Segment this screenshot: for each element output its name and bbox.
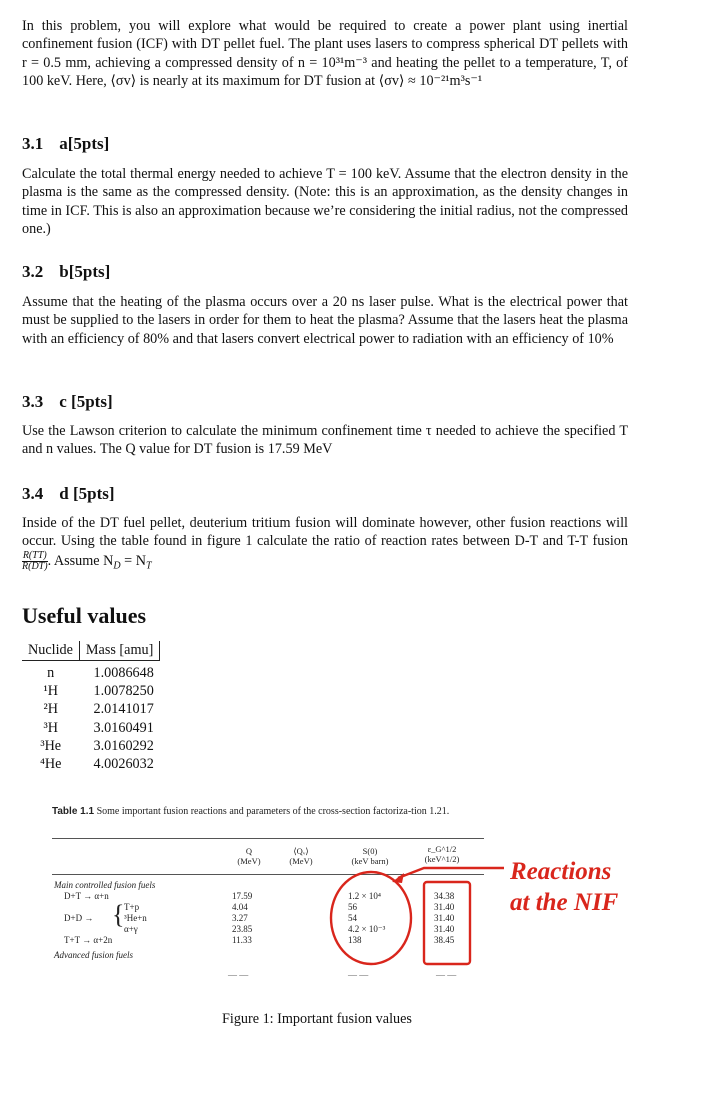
section-body-3-4: [22, 514, 628, 576]
table-label: Table 1.1: [52, 806, 95, 817]
useful-values-heading: Useful values: [22, 603, 147, 628]
col-header-q: Q (MeV): [237, 846, 261, 866]
table-row: [22, 661, 160, 683]
mass-cell: 3.0160491: [93, 719, 154, 736]
subscript: T: [145, 560, 152, 572]
s0-value: 56: [348, 902, 357, 912]
col-header-s0: S(0) (keV barn): [351, 846, 389, 866]
reaction-label: D+D →: [64, 913, 94, 923]
nif-annotation: [510, 856, 618, 918]
fraction-denominator: R(DT): [22, 560, 48, 572]
section-number: 3.3: [22, 392, 44, 411]
section-title: a[5pts]: [59, 134, 110, 153]
section-heading-3-4: [22, 484, 115, 504]
table-row: [22, 719, 160, 737]
mass-table: [22, 641, 160, 773]
section-heading-3-3: [22, 392, 113, 412]
eg-value: 38.45: [434, 935, 455, 945]
group-main-label: Main controlled fusion fuels: [54, 880, 156, 890]
section-heading-3-2: [22, 262, 110, 282]
nuclide-cell: ²H: [43, 701, 58, 718]
section-heading-3-1: [22, 134, 109, 154]
q-value: 11.33: [232, 935, 252, 945]
dash-mark: — —: [228, 970, 249, 980]
section-title: d [5pts]: [59, 484, 115, 503]
reaction-label: α+γ: [124, 924, 138, 934]
q-value: 23.85: [232, 924, 253, 934]
s0-value: 54: [348, 913, 357, 923]
reaction-label: T+p: [124, 902, 140, 912]
arrow-icon: [398, 868, 504, 878]
nuclide-cell: ⁴He: [39, 756, 62, 773]
nuclide-cell: ³He: [40, 737, 62, 754]
intro-paragraph: In this problem, you will explore what would be required to create a power plant using inertial confinement fusion (ICF) with DT pellet fuel. The plant uses lasers to compress spherical DT pellets with r = 0.5 mm, achieving a compressed density of n = 10³¹m⁻³ and heating the pellet to a temperature, T, of 100 keV. Here, ⟨σv⟩ is nearly at its maximum for DT fusion at ⟨σv⟩ ≈ 10⁻²¹m³s⁻¹: [22, 18, 628, 90]
fraction-numerator: R(TT): [22, 549, 47, 561]
s0-value: 1.2 × 10⁴: [348, 891, 381, 901]
mass-cell: 1.0086648: [93, 665, 154, 681]
col-header-eg: ε_G^1/2 (keV^1/2): [424, 844, 460, 864]
arrowhead-icon: [392, 873, 404, 883]
body-text: Inside of the DT fuel pellet, deuterium tritium fusion will dominate however, other fusion reactions will occur. Using the table found in figure 1 calculate the ratio of reaction rates between D-T and T-T fusion: [22, 515, 628, 550]
brace-icon: {: [112, 900, 125, 929]
q-value: 3.27: [232, 913, 248, 923]
reaction-label: D+T → α+n: [64, 891, 109, 901]
mass-cell: 3.0160292: [93, 737, 154, 754]
group-adv-label: Advanced fusion fuels: [54, 950, 133, 960]
col-header-qv: ⟨Qᵥ⟩ (MeV): [289, 846, 313, 866]
annotation-line: Reactions: [510, 858, 612, 885]
section-title: b[5pts]: [59, 262, 111, 281]
dash-mark: — —: [436, 970, 457, 980]
eg-value: 31.40: [434, 902, 455, 912]
mass-cell: 1.0078250: [93, 683, 154, 700]
mass-cell: 4.0026032: [93, 756, 154, 773]
column-header: Mass [amu]: [79, 641, 159, 661]
nuclide-cell: ³H: [43, 719, 58, 736]
annotation-line: at the NIF: [510, 889, 619, 916]
nuclide-cell: ¹H: [43, 683, 58, 700]
subscript: D: [113, 560, 121, 572]
eg-value: 31.40: [434, 924, 455, 934]
s0-value: 138: [348, 935, 362, 945]
table-row: [22, 682, 160, 700]
highlight-circle: [331, 872, 411, 964]
q-value: 4.04: [232, 902, 248, 912]
fraction: [22, 551, 48, 572]
table-row: [22, 755, 160, 773]
fusion-table-figure: [52, 806, 492, 986]
s0-value: 4.2 × 10⁻³: [348, 924, 386, 934]
nuclide-cell: n: [47, 665, 55, 681]
section-number: 3.1: [22, 134, 44, 153]
highlight-box: [424, 882, 470, 964]
body-text: . Assume N: [47, 552, 114, 569]
annotation-overlay: [52, 806, 512, 986]
eg-value: 34.38: [434, 891, 455, 901]
dash-mark: — —: [348, 970, 369, 980]
eg-value: 31.40: [434, 913, 455, 923]
reaction-label: ³He+n: [124, 913, 147, 923]
body-text: = N: [120, 552, 146, 569]
mass-cell: 2.0141017: [93, 701, 154, 718]
figure-caption: Figure 1: Important fusion values: [222, 1011, 412, 1027]
section-number: 3.2: [22, 262, 44, 281]
reaction-label: T+T → α+2n: [64, 935, 113, 945]
section-number: 3.4: [22, 484, 44, 503]
section-title: c [5pts]: [59, 392, 113, 411]
q-value: 17.59: [232, 891, 253, 901]
table-caption-text: Some important fusion reactions and parameters of the cross-section factoriza-tion 1.21.: [96, 806, 450, 817]
section-body-3-3: Use the Lawson criterion to calculate the minimum confinement time τ needed to achieve the specified T and n values. The Q value for DT fusion is 17.59 MeV: [22, 423, 628, 458]
table-row: [22, 737, 160, 755]
column-header: Nuclide: [22, 641, 79, 661]
table-row: [22, 700, 160, 718]
section-body-3-2: Assume that the heating of the plasma occurs over a 20 ns laser pulse. What is the electrical power that must be supplied to the lasers in order for them to heat the plasma? Assume that the lasers heat the plasma with an efficiency of 80% and that lasers convert electrical power to radiation with an efficiency of 10%: [22, 294, 628, 347]
section-body-3-1: Calculate the total thermal energy needed to achieve T = 100 keV. Assume that the electron density in the plasma is the same as the compressed density. (Note: this is an approximation, as the density changes in time in ICF. This is also an approximation because we’re considering the initial radius, not the compressed one.): [22, 166, 628, 238]
